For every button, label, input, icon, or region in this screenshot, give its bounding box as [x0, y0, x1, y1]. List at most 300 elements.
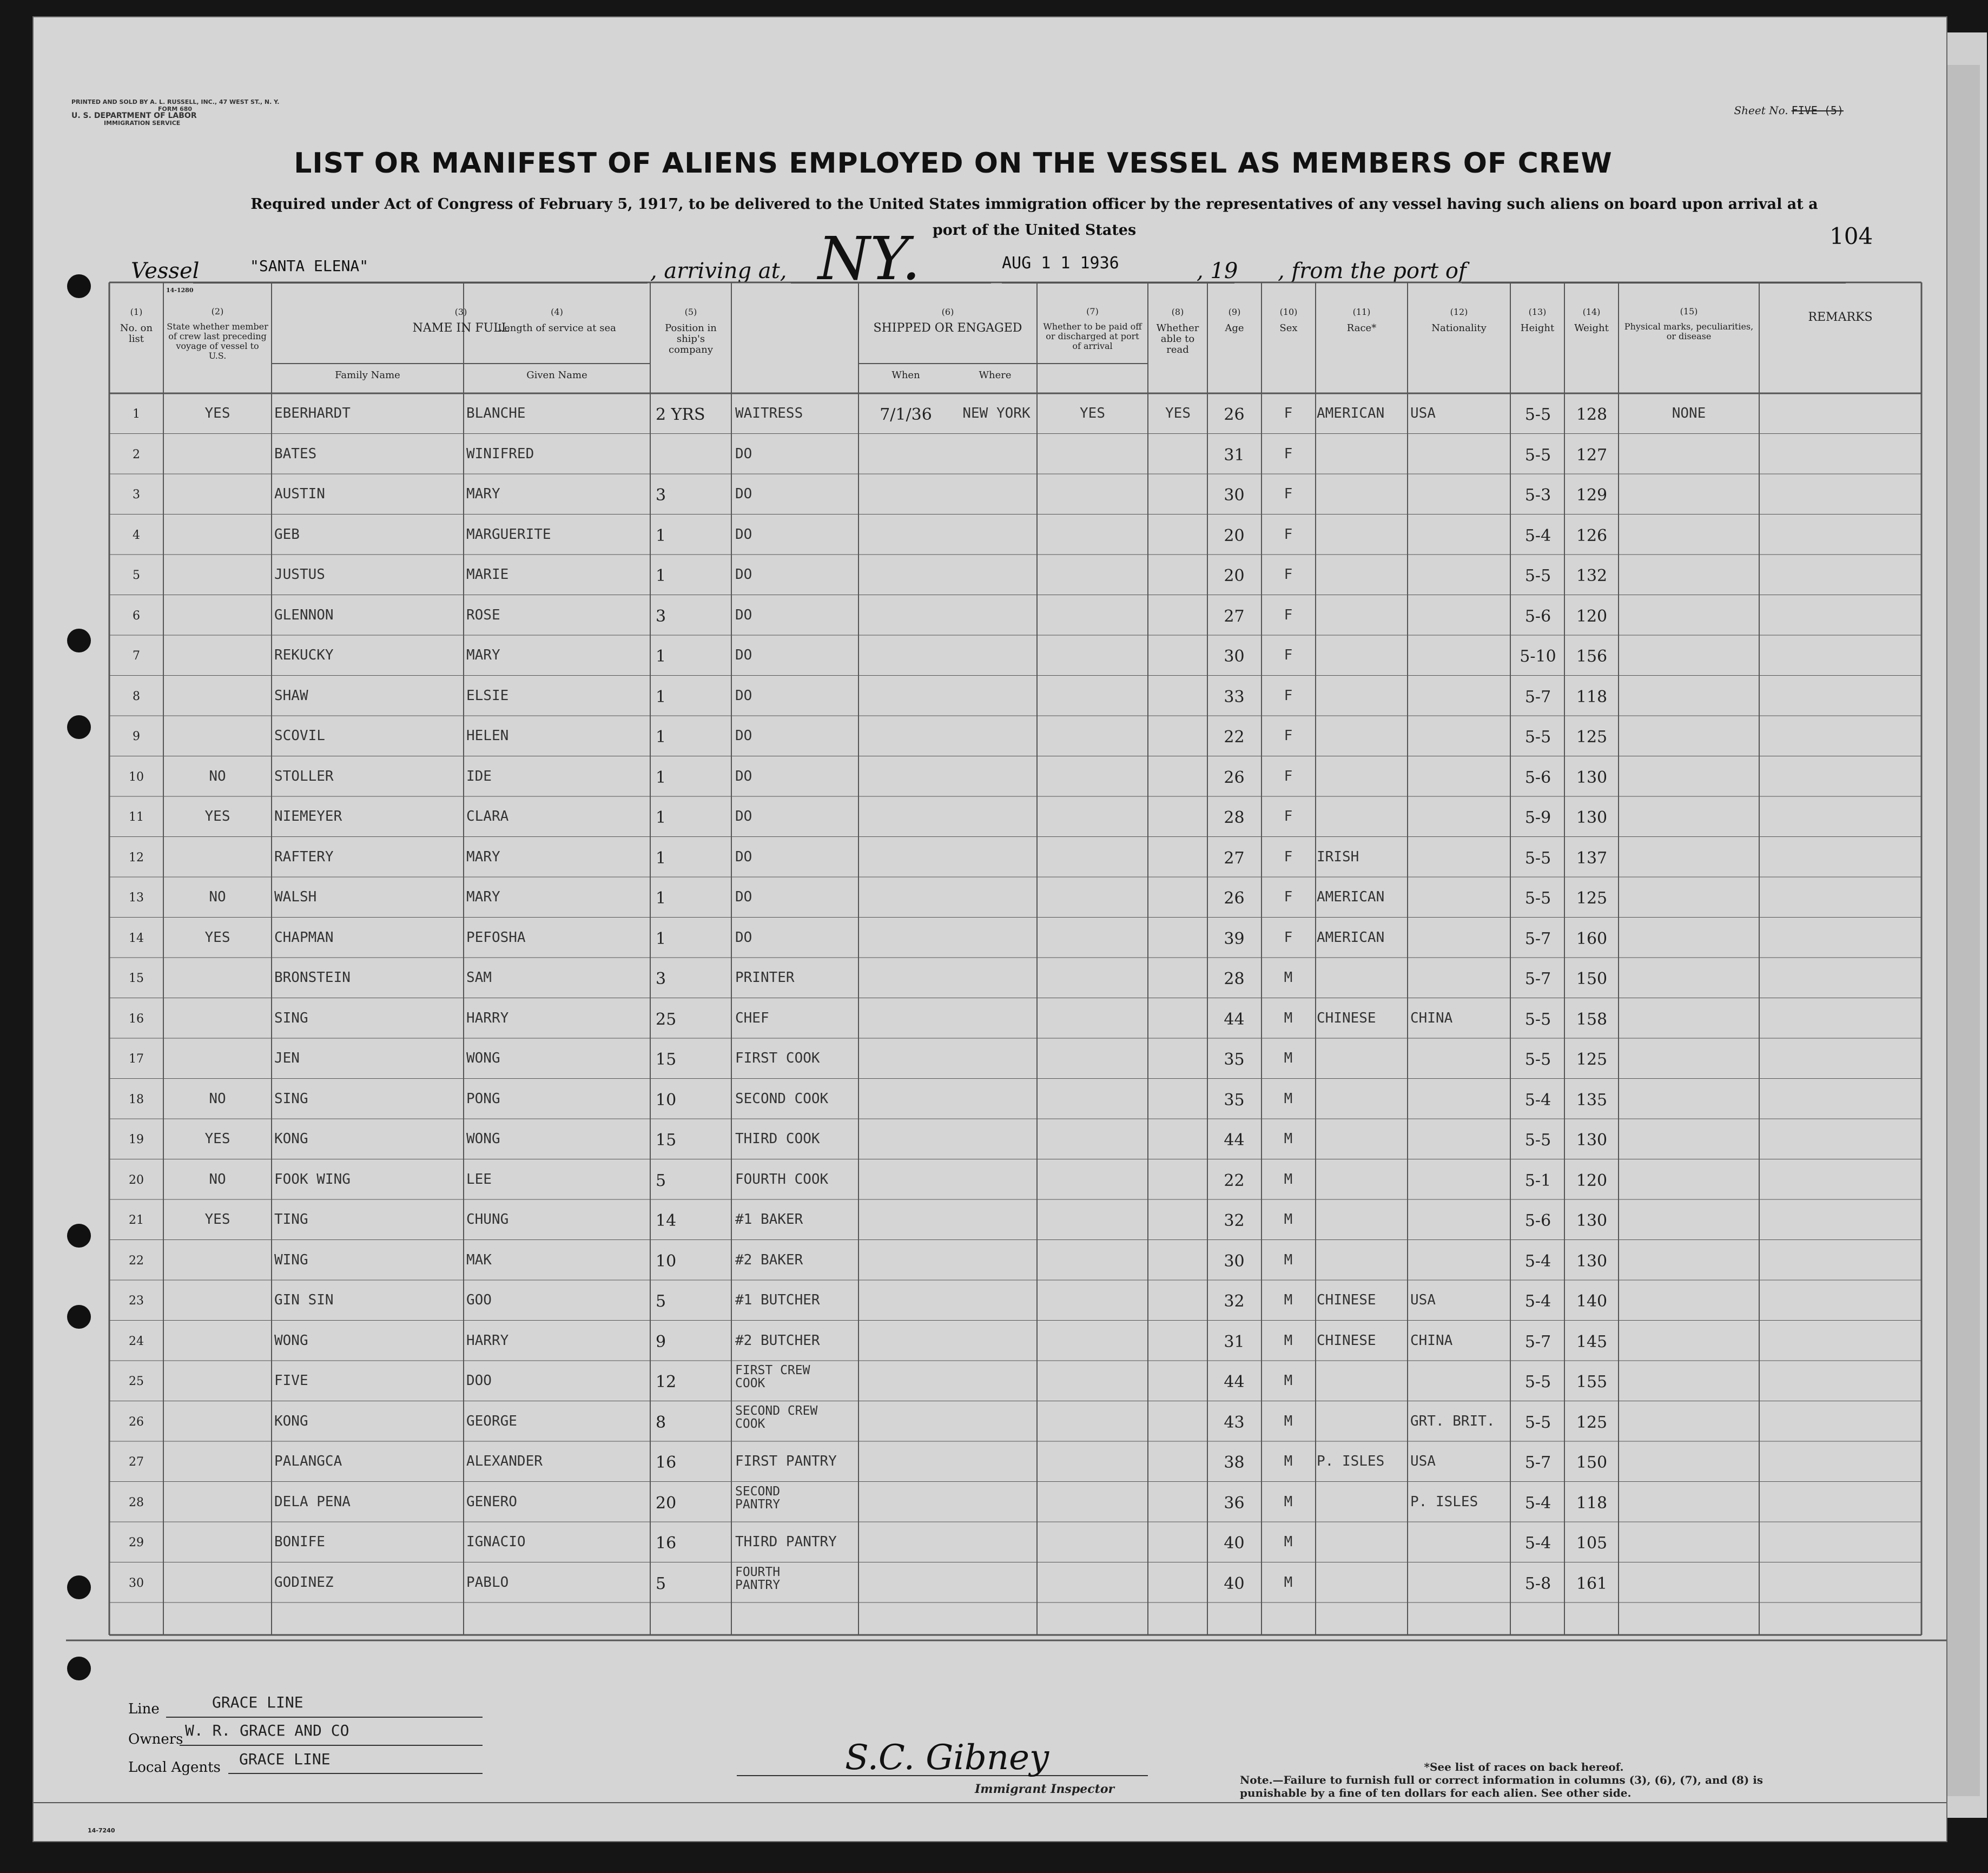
- footnotes: [1240, 1760, 1808, 1799]
- row-number: 22: [129, 1254, 144, 1268]
- length-of-service: 2 YRS: [656, 405, 705, 424]
- height: 5-4: [1524, 1251, 1551, 1271]
- sex: F: [1284, 687, 1293, 704]
- row-number: 9: [133, 730, 140, 743]
- row-number: 29: [129, 1536, 144, 1549]
- position: DO: [735, 606, 752, 623]
- given-name: GEORGE: [466, 1413, 517, 1429]
- height: 5-4: [1524, 526, 1551, 545]
- length-of-service: 8: [656, 1413, 666, 1432]
- length-of-service: 1: [656, 929, 666, 948]
- paid-off: YES: [1080, 405, 1105, 421]
- column-label: Whether to be paid off or discharged at port of arrival: [1043, 321, 1142, 351]
- sex: F: [1284, 768, 1293, 784]
- row-number: 16: [129, 1012, 144, 1026]
- height: 5-5: [1524, 1010, 1551, 1029]
- column-label: Position in ship's company: [665, 322, 717, 355]
- given-name: PONG: [466, 1090, 500, 1107]
- weight: 130: [1576, 1211, 1608, 1230]
- height: 5-7: [1524, 970, 1551, 988]
- sex: M: [1284, 1493, 1293, 1510]
- sex: M: [1284, 1413, 1293, 1429]
- position: DO: [735, 566, 752, 583]
- column-number: (15): [1680, 306, 1698, 316]
- requirement-line-2: port of the United States: [932, 222, 1137, 239]
- length-of-service: 3: [656, 606, 666, 626]
- length-of-service: 1: [656, 687, 666, 707]
- given-name: BLANCHE: [466, 405, 526, 421]
- column-number: (13): [1528, 307, 1547, 317]
- family-name: FIVE: [274, 1373, 308, 1389]
- previous-voyage: YES: [204, 1131, 230, 1147]
- race: IRISH: [1317, 848, 1359, 865]
- given-name: CLARA: [466, 808, 509, 825]
- weight: 161: [1576, 1574, 1608, 1593]
- given-name: MAK: [466, 1251, 492, 1268]
- row-number: 25: [129, 1375, 144, 1388]
- length-of-service: 3: [656, 970, 666, 988]
- given-name: MARY: [466, 647, 500, 663]
- age: 44: [1224, 1131, 1245, 1150]
- position: DO: [735, 647, 752, 663]
- family-name: KONG: [274, 1131, 308, 1147]
- column-number: (1): [130, 307, 143, 317]
- page-title: LIST OR MANIFEST OF ALIENS EMPLOYED ON THE VESSEL AS MEMBERS OF CREW: [294, 147, 1613, 180]
- family-name: AUSTIN: [274, 486, 325, 502]
- row-number: 6: [133, 609, 140, 623]
- given-name: SAM: [466, 970, 492, 986]
- nationality: P. ISLES: [1410, 1493, 1478, 1510]
- sex: F: [1284, 566, 1293, 583]
- length-of-service: 3: [656, 486, 666, 505]
- column-label: REMARKS: [1808, 311, 1873, 324]
- length-of-service: 15: [656, 1131, 677, 1150]
- family-name: BATES: [274, 445, 317, 462]
- row-number: 26: [129, 1415, 144, 1429]
- age: 26: [1224, 405, 1245, 424]
- length-of-service: 20: [656, 1493, 677, 1513]
- row-number: 12: [129, 850, 144, 865]
- race: CHINESE: [1317, 1332, 1376, 1349]
- height: 5-5: [1524, 405, 1551, 424]
- weight: 150: [1576, 1453, 1608, 1472]
- family-name: GODINEZ: [274, 1574, 334, 1591]
- sex: M: [1284, 1251, 1293, 1268]
- sex: F: [1284, 445, 1293, 462]
- shipped-where: NEW YORK: [962, 405, 1031, 421]
- length-of-service: 1: [656, 526, 666, 545]
- family-name: CHAPMAN: [274, 929, 334, 946]
- column-label: Length of service at sea: [498, 322, 616, 334]
- position: DO: [735, 808, 752, 825]
- length-of-service: 5: [656, 1292, 666, 1311]
- family-name: TING: [274, 1211, 308, 1228]
- requirement-line-1: Required under Act of Congress of February 5, 1917, to be delivered to the United States immigration officer by the representatives of any vessel having such aliens on board upon arrival at a: [250, 196, 1818, 213]
- footer-underlines: [34, 17, 1947, 1842]
- printer-line: PRINTED AND SOLD BY A. L. RUSSELL, INC., 47 WEST ST., N. Y.: [71, 98, 280, 105]
- sex: F: [1284, 808, 1293, 825]
- shipped-when: 7/1/36: [880, 405, 932, 424]
- given-name: DOO: [466, 1373, 492, 1389]
- given-name: IGNACIO: [466, 1534, 526, 1550]
- family-name: GIN SIN: [274, 1292, 334, 1308]
- family-name: RAFTERY: [274, 848, 334, 865]
- arriving-port: NY.: [818, 224, 921, 293]
- given-name: ALEXANDER: [466, 1453, 543, 1469]
- given-name: PABLO: [466, 1574, 509, 1591]
- age: 36: [1224, 1493, 1245, 1513]
- family-name: GEB: [274, 526, 300, 543]
- weight: 125: [1576, 1413, 1608, 1432]
- position: DO: [735, 929, 752, 946]
- sheet-label: Sheet No.: [1734, 104, 1788, 117]
- row-number: 23: [129, 1294, 144, 1308]
- age: 27: [1224, 606, 1245, 626]
- given-name: MARY: [466, 889, 500, 905]
- row-number: 30: [129, 1576, 144, 1590]
- line-label: Line: [128, 1701, 160, 1717]
- race: P. ISLES: [1317, 1453, 1385, 1469]
- length-of-service: 12: [656, 1373, 677, 1391]
- height: 5-6: [1524, 1211, 1551, 1230]
- age: 26: [1224, 889, 1245, 908]
- given-name: MARY: [466, 848, 500, 865]
- weight: 130: [1576, 1131, 1608, 1150]
- sex: M: [1284, 1211, 1293, 1228]
- sheet-value: FIVE (5): [1791, 104, 1844, 117]
- sex: M: [1284, 1292, 1293, 1308]
- weight: 140: [1576, 1292, 1608, 1311]
- position: SECOND PANTRY: [735, 1484, 781, 1512]
- length-of-service: 10: [656, 1090, 677, 1110]
- length-of-service: 9: [656, 1332, 666, 1351]
- height: 5-7: [1524, 929, 1551, 948]
- column-subheader: Where: [979, 370, 1012, 381]
- weight: 135: [1576, 1090, 1608, 1110]
- weight: 130: [1576, 1251, 1608, 1271]
- position: #1 BUTCHER: [735, 1292, 820, 1308]
- position: FIRST CREW COOK: [735, 1363, 810, 1390]
- row-number: 14: [129, 931, 144, 945]
- height: 5-5: [1524, 445, 1551, 465]
- column-number: (9): [1228, 307, 1241, 317]
- row-number: 21: [129, 1214, 144, 1227]
- position: PRINTER: [735, 970, 795, 986]
- previous-voyage: NO: [209, 889, 226, 905]
- sex: M: [1284, 1534, 1293, 1550]
- weight: 130: [1576, 808, 1608, 827]
- sex: F: [1284, 486, 1293, 502]
- from-port-label: , from the port of: [1278, 259, 1467, 283]
- sex: M: [1284, 1171, 1293, 1188]
- column-label: Physical marks, peculiarities, or disease: [1624, 321, 1754, 341]
- row-number: 3: [133, 488, 140, 502]
- age: 22: [1224, 1171, 1245, 1190]
- sex: M: [1284, 1574, 1293, 1591]
- age: 44: [1224, 1373, 1245, 1391]
- position: #2 BUTCHER: [735, 1332, 820, 1349]
- family-name: SING: [274, 1090, 308, 1107]
- length-of-service: 16: [656, 1534, 677, 1553]
- column-number: (3): [454, 307, 467, 317]
- race: AMERICAN: [1317, 929, 1385, 946]
- height: 5-7: [1524, 687, 1551, 707]
- age: 32: [1224, 1292, 1245, 1311]
- length-of-service: 14: [656, 1211, 677, 1230]
- age: 40: [1224, 1574, 1245, 1593]
- length-of-service: 1: [656, 566, 666, 585]
- column-label: Whether able to read: [1156, 322, 1199, 355]
- age: 30: [1224, 647, 1245, 666]
- height: 5-5: [1524, 889, 1551, 908]
- age: 35: [1224, 1050, 1245, 1069]
- given-name: WINIFRED: [466, 445, 534, 462]
- column-label: State whether member of crew last preceding voyage of vessel to U.S.: [167, 321, 268, 361]
- age: 22: [1224, 728, 1245, 747]
- age: 35: [1224, 1090, 1245, 1110]
- race-note: *See list of races on back hereof.: [1424, 1760, 1624, 1773]
- given-name: ROSE: [466, 606, 500, 623]
- inspector-label: Immigrant Inspector: [975, 1782, 1115, 1796]
- race: CHINESE: [1317, 1292, 1376, 1308]
- family-name: DELA PENA: [274, 1493, 351, 1510]
- height: 5-10: [1520, 647, 1556, 666]
- given-name: MARY: [466, 486, 500, 502]
- family-name: BONIFE: [274, 1534, 325, 1550]
- sex: M: [1284, 1131, 1293, 1147]
- weight: 145: [1576, 1332, 1608, 1351]
- weight: 137: [1576, 848, 1608, 868]
- owners-value: W. R. GRACE AND CO: [185, 1722, 349, 1739]
- column-subheader: Given Name: [526, 370, 587, 381]
- weight: 125: [1576, 889, 1608, 908]
- column-number: (14): [1582, 307, 1601, 317]
- vessel-name: "SANTA ELENA": [250, 257, 369, 275]
- column-number: (6): [941, 307, 954, 317]
- given-name: IDE: [466, 768, 492, 784]
- position: SECOND CREW COOK: [735, 1403, 818, 1431]
- nationality: USA: [1410, 1453, 1436, 1469]
- row-number: 24: [129, 1334, 144, 1348]
- age: 30: [1224, 486, 1245, 505]
- height: 5-7: [1524, 1332, 1551, 1351]
- sex: F: [1284, 889, 1293, 905]
- inspector-signature: S.C. Gibney: [845, 1738, 1049, 1778]
- weight: 118: [1576, 687, 1608, 707]
- age: 20: [1224, 526, 1245, 545]
- weight: 130: [1576, 768, 1608, 787]
- local-agents-value: GRACE LINE: [239, 1750, 331, 1768]
- column-number: (7): [1086, 306, 1099, 316]
- position: THIRD COOK: [735, 1131, 820, 1147]
- weight: 125: [1576, 1050, 1608, 1069]
- given-name: MARGUERITE: [466, 526, 551, 543]
- physical-marks: NONE: [1672, 405, 1706, 421]
- race: AMERICAN: [1317, 889, 1385, 905]
- length-of-service: 5: [656, 1574, 666, 1593]
- family-name: JEN: [274, 1050, 300, 1066]
- age: 20: [1224, 566, 1245, 585]
- form-code: 14-1280: [166, 287, 194, 294]
- nationality: CHINA: [1410, 1010, 1453, 1026]
- age: 27: [1224, 848, 1245, 868]
- row-number: 5: [133, 569, 140, 582]
- length-of-service: 1: [656, 848, 666, 868]
- height: 5-4: [1524, 1292, 1551, 1311]
- row-number: 13: [129, 891, 144, 905]
- height: 5-5: [1524, 566, 1551, 585]
- race: CHINESE: [1317, 1010, 1376, 1026]
- family-name: BRONSTEIN: [274, 970, 351, 986]
- given-name: PEFOSHA: [466, 929, 526, 946]
- position: DO: [735, 445, 752, 462]
- previous-voyage: NO: [209, 1171, 226, 1188]
- row-number: 7: [133, 649, 140, 663]
- length-of-service: 1: [656, 808, 666, 827]
- age: 39: [1224, 929, 1245, 948]
- previous-voyage: YES: [204, 929, 230, 946]
- previous-voyage: YES: [204, 405, 230, 421]
- row-number: 19: [129, 1133, 144, 1146]
- column-label: Race*: [1346, 322, 1377, 334]
- length-of-service: 1: [656, 889, 666, 908]
- row-number: 17: [129, 1052, 144, 1066]
- weight: 150: [1576, 970, 1608, 988]
- sex: M: [1284, 1050, 1293, 1066]
- family-name: WONG: [274, 1332, 308, 1349]
- age: 43: [1224, 1413, 1245, 1432]
- length-of-service: 1: [656, 647, 666, 666]
- weight: 160: [1576, 929, 1608, 948]
- sex: F: [1284, 405, 1293, 421]
- family-name: SHAW: [274, 687, 308, 704]
- previous-voyage: NO: [209, 1090, 226, 1107]
- height: 5-5: [1524, 1131, 1551, 1150]
- sex: F: [1284, 728, 1293, 744]
- position: #1 BAKER: [735, 1211, 803, 1228]
- height: 5-9: [1524, 808, 1551, 827]
- vessel-label: Vessel: [131, 259, 200, 283]
- nationality: USA: [1410, 1292, 1436, 1308]
- nationality: USA: [1410, 405, 1436, 421]
- sex: M: [1284, 1090, 1293, 1107]
- weight: 118: [1576, 1493, 1608, 1513]
- height: 5-6: [1524, 606, 1551, 626]
- row-number: 27: [129, 1455, 144, 1469]
- weight: 105: [1576, 1534, 1608, 1553]
- position: WAITRESS: [735, 405, 803, 421]
- row-number: 1: [133, 407, 140, 421]
- column-number: (5): [684, 307, 697, 317]
- given-name: CHUNG: [466, 1211, 509, 1228]
- position: #2 BAKER: [735, 1251, 803, 1268]
- height: 5-1: [1524, 1171, 1551, 1190]
- previous-voyage: NO: [209, 768, 226, 784]
- position: FOURTH COOK: [735, 1171, 829, 1188]
- length-of-service: 1: [656, 728, 666, 747]
- family-name: STOLLER: [274, 768, 334, 784]
- sex: M: [1284, 970, 1293, 986]
- given-name: HARRY: [466, 1010, 509, 1026]
- age: 28: [1224, 808, 1245, 827]
- manifest-page: [32, 16, 1947, 1842]
- age: 31: [1224, 1332, 1245, 1351]
- age: 28: [1224, 970, 1245, 988]
- column-label: NAME IN FULL: [412, 321, 510, 335]
- row-number: 10: [129, 770, 144, 784]
- given-name: GOO: [466, 1292, 492, 1308]
- arriving-label: , arriving at,: [650, 259, 787, 283]
- weight: 126: [1576, 526, 1608, 545]
- height: 5-8: [1524, 1574, 1551, 1593]
- family-name: REKUCKY: [274, 647, 334, 663]
- year-label: , 19: [1197, 259, 1238, 283]
- given-name: LEE: [466, 1171, 492, 1188]
- column-number: (2): [211, 306, 224, 316]
- given-name: HARRY: [466, 1332, 509, 1349]
- position: FIRST PANTRY: [735, 1453, 837, 1469]
- sex: M: [1284, 1010, 1293, 1026]
- column-label: Age: [1225, 322, 1244, 334]
- row-number: 11: [129, 810, 144, 824]
- length-of-service: 1: [656, 768, 666, 787]
- nationality: CHINA: [1410, 1332, 1453, 1349]
- family-name: WING: [274, 1251, 308, 1268]
- height: 5-3: [1524, 486, 1551, 505]
- age: 33: [1224, 687, 1245, 707]
- family-name: NIEMEYER: [274, 808, 342, 825]
- family-name: SCOVIL: [274, 728, 325, 744]
- column-label: Weight: [1574, 322, 1609, 334]
- sex: F: [1284, 526, 1293, 543]
- column-label: No. on list: [120, 322, 153, 345]
- column-label: Sex: [1279, 322, 1298, 334]
- column-label: Height: [1520, 322, 1555, 334]
- column-number: (11): [1352, 307, 1371, 317]
- age: 30: [1224, 1251, 1245, 1271]
- age: 26: [1224, 768, 1245, 787]
- previous-voyage: YES: [204, 808, 230, 825]
- form-number: 14-7240: [88, 1827, 115, 1834]
- weight: 156: [1576, 647, 1608, 666]
- family-name: GLENNON: [274, 606, 334, 623]
- height: 5-6: [1524, 768, 1551, 787]
- age: 44: [1224, 1010, 1245, 1029]
- row-number: 20: [129, 1173, 144, 1187]
- length-of-service: 5: [656, 1171, 666, 1190]
- age: 38: [1224, 1453, 1245, 1472]
- position: DO: [735, 768, 752, 784]
- column-label: Nationality: [1431, 322, 1487, 334]
- date-stamp: AUG 1 1 1936: [1002, 254, 1119, 273]
- race: AMERICAN: [1317, 405, 1385, 421]
- column-subheader: Family Name: [335, 370, 400, 381]
- family-name: FOOK WING: [274, 1171, 351, 1188]
- weight: 155: [1576, 1373, 1608, 1391]
- printer-line: IMMIGRATION SERVICE: [104, 120, 181, 127]
- given-name: WONG: [466, 1131, 500, 1147]
- height: 5-4: [1524, 1534, 1551, 1553]
- family-name: KONG: [274, 1413, 308, 1429]
- sex: F: [1284, 848, 1293, 865]
- family-name: JUSTUS: [274, 566, 325, 583]
- weight: 158: [1576, 1010, 1608, 1029]
- height: 5-4: [1524, 1090, 1551, 1110]
- row-number: 4: [133, 528, 140, 542]
- age: 40: [1224, 1534, 1245, 1553]
- height: 5-5: [1524, 1050, 1551, 1069]
- length-of-service: 15: [656, 1050, 677, 1069]
